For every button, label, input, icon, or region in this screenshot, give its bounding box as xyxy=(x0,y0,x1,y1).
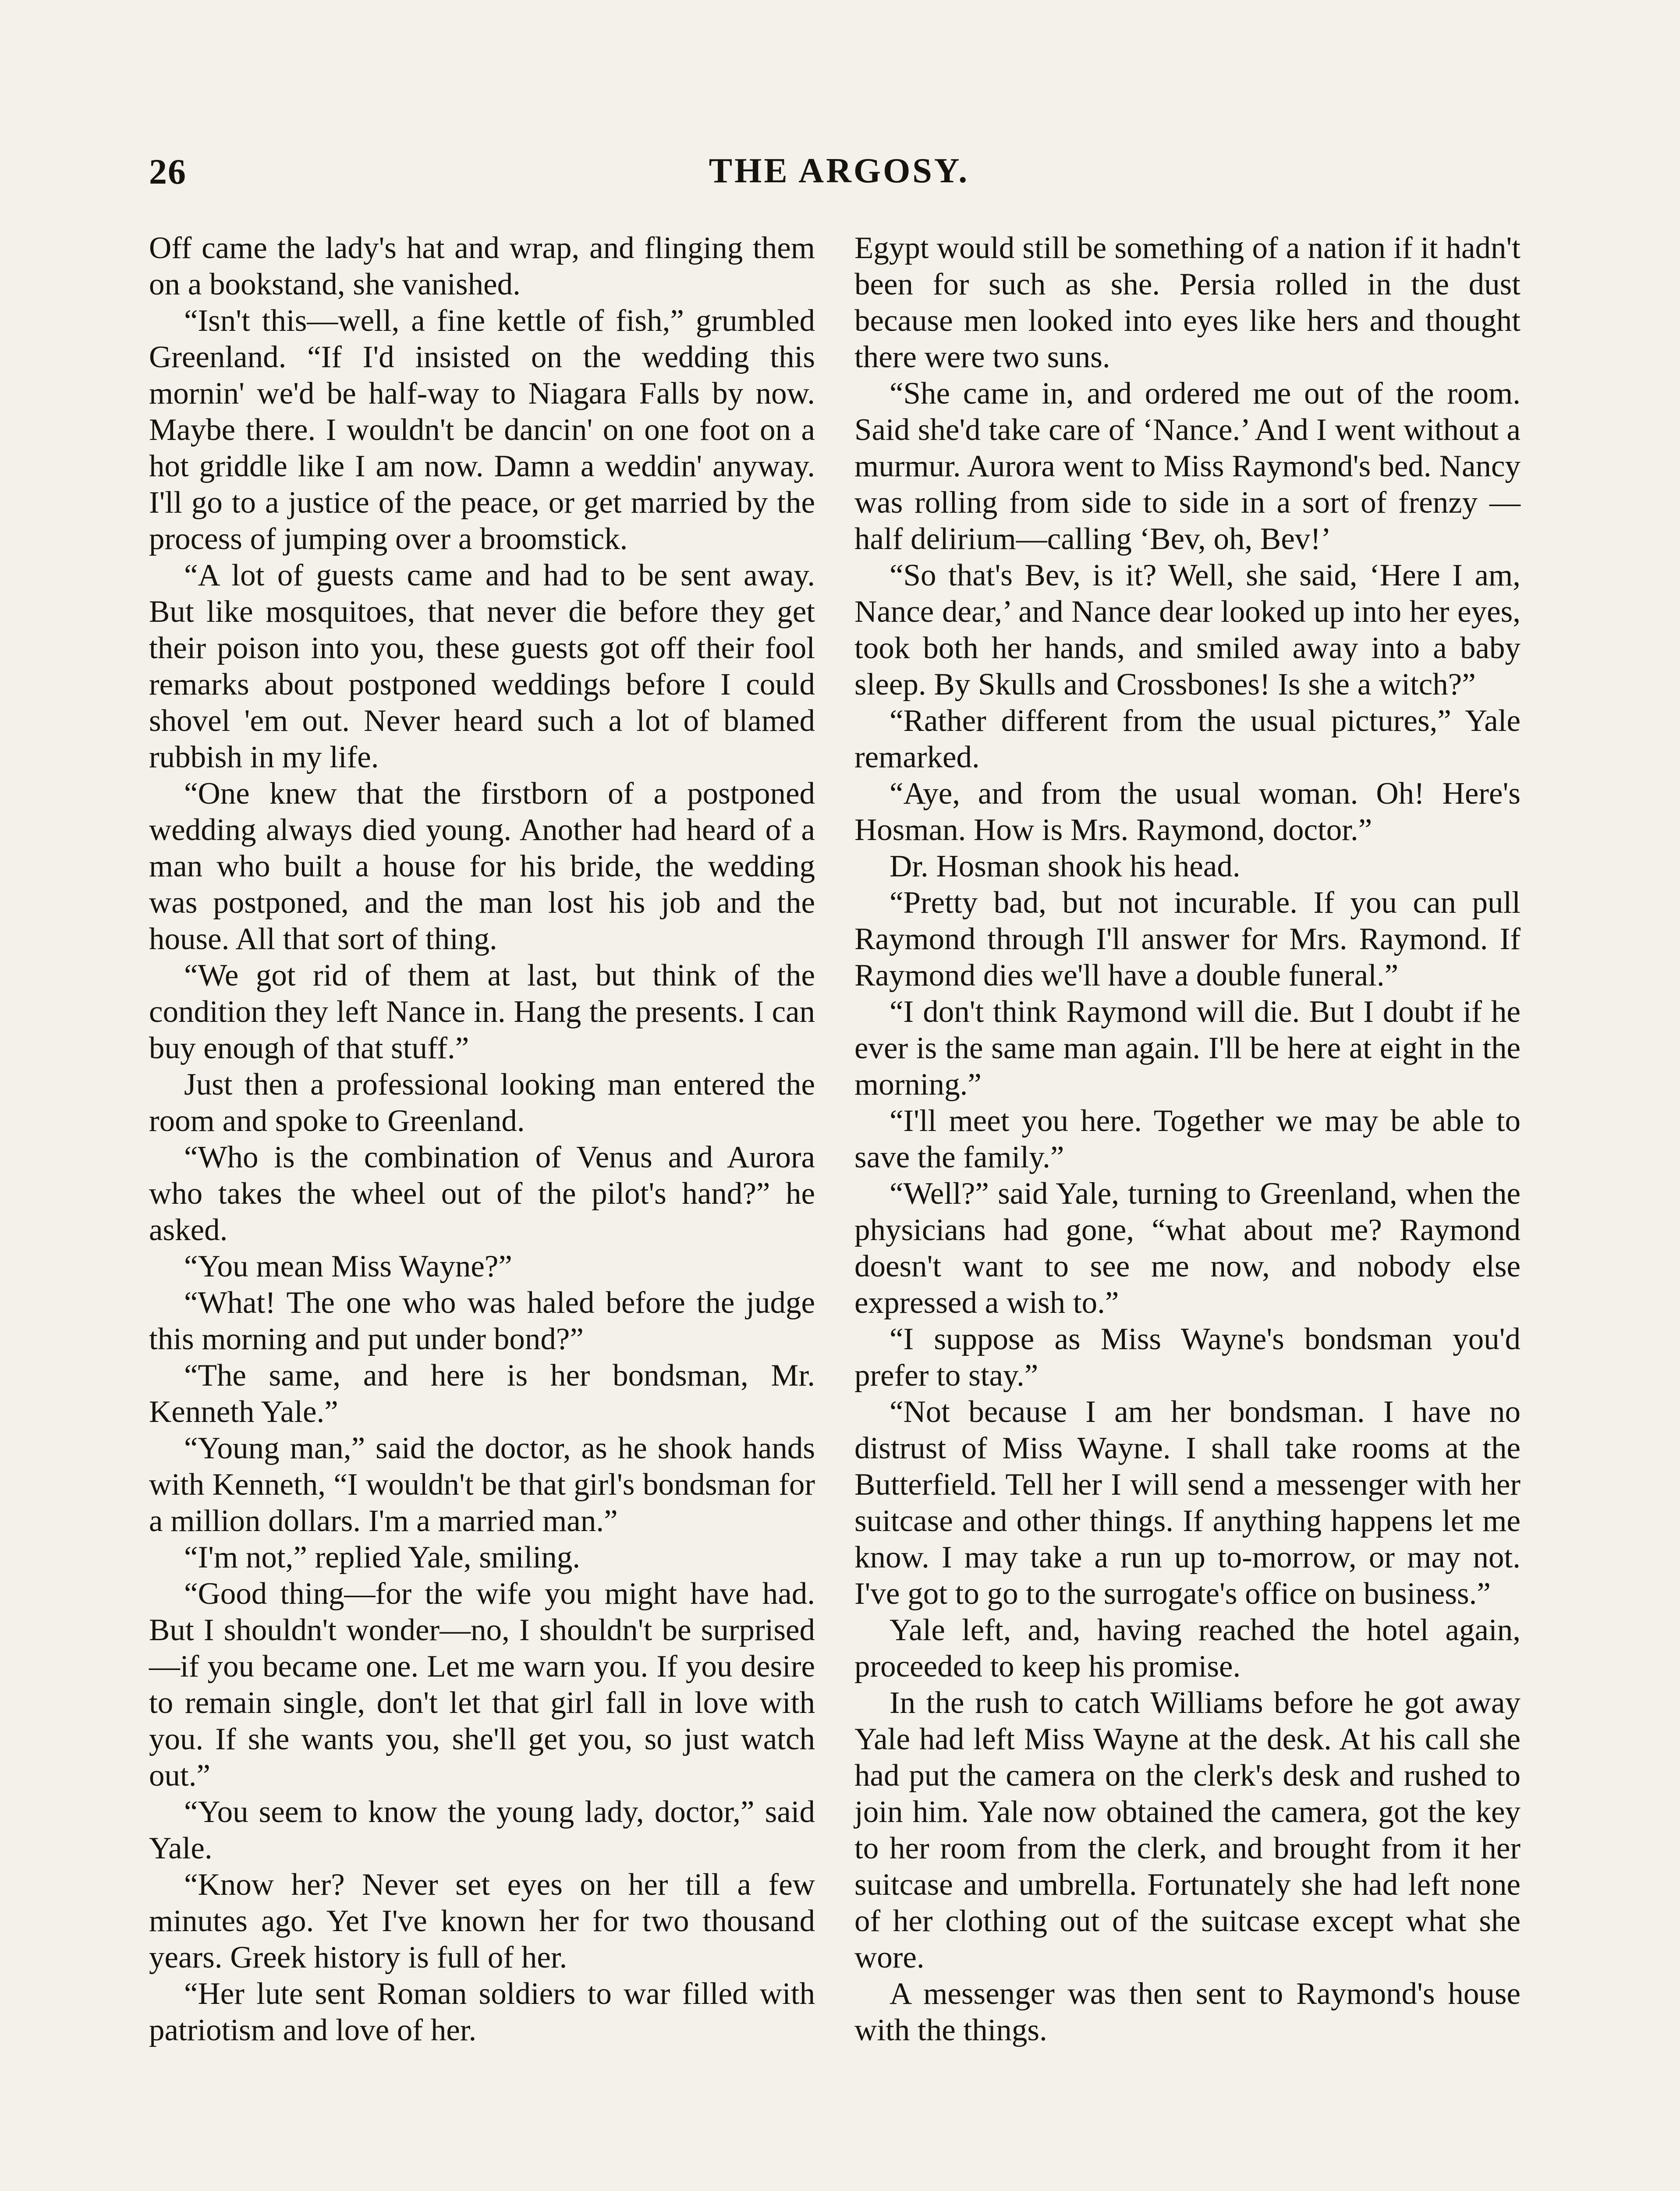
running-title: THE ARGOSY. xyxy=(709,152,970,190)
paragraph: “Good thing—for the wife you might have had. But I shouldn't wonder—no, I shouldn't be surprised—if you became one. Let me warn you. If you desire to remain single, don't let that girl fall in love with you. If she wants you, she'll get you, so just watch out.” xyxy=(149,1577,815,1793)
paragraph: “Aye, and from the usual woman. Oh! Here's Hosman. How is Mrs. Raymond, doctor.” xyxy=(854,776,1521,847)
page-header xyxy=(149,151,1529,199)
paragraph: Yale left, and, having reached the hotel again, proceeded to keep his promise. xyxy=(854,1613,1521,1684)
paragraph: A messenger was then sent to Raymond's house with the things. xyxy=(854,1977,1521,2047)
paragraph: “Not because I am her bondsman. I have no distrust of Miss Wayne. I shall take rooms at the Butterfield. Tell her I will send a messenger with her suitcase and other things. If anything happens let me know. I may take a run up to-morrow, or may not. I've got to go to the surrogate's office on business.” xyxy=(854,1395,1521,1611)
paragraph: “Rather different from the usual pictures,” Yale remarked. xyxy=(854,704,1521,774)
paragraph: “One knew that the firstborn of a postponed wedding always died young. Another had heard of a man who built a house for his bride, the wedding was postponed, and the man lost his job and the house. All that sort of thing. xyxy=(149,776,815,956)
paragraph: “Well?” said Yale, turning to Greenland, when the physicians had gone, “what about me? Raymond doesn't want to see me now, and nobody else expressed a wish to.” xyxy=(854,1177,1521,1320)
paragraph: “The same, and here is her bondsman, Mr. Kenneth Yale.” xyxy=(149,1358,815,1429)
paragraph: “What! The one who was haled before the judge this morning and put under bond?” xyxy=(149,1286,815,1356)
paragraph: “Isn't this—well, a fine kettle of fish,” grumbled Greenland. “If I'd insisted on the wedding this mornin' we'd be half-way to Niagara Falls by now. Maybe there. I wouldn't be dancin' on one foot on a hot griddle like I am now. Damn a weddin' anyway. I'll go to a justice of the peace, or get married by the process of jumping over a broomstick. xyxy=(149,304,815,556)
paragraph: Egypt would still be something of a nation if it hadn't been for such as she. Persia rolled in the dust because men looked into eyes like hers and thought there were two suns. xyxy=(854,231,1521,374)
paragraph: “I'll meet you here. Together we may be able to save the family.” xyxy=(854,1104,1521,1174)
paragraph: “Pretty bad, but not incurable. If you can pull Raymond through I'll answer for Mrs. Raymond. If Raymond dies we'll have a double funeral.” xyxy=(854,886,1521,993)
paragraph: In the rush to catch Williams before he got away Yale had left Miss Wayne at the desk. At his call she had put the camera on the clerk's desk and rushed to join him. Yale now obtained the camera, got the key to her room from the clerk, and brought from it her suitcase and umbrella. Fortunately she had left none of her clothing out of the suitcase except what she wore. xyxy=(854,1686,1521,1975)
paragraph: “Know her? Never set eyes on her till a few minutes ago. Yet I've known her for two thousand years. Greek history is full of her. xyxy=(149,1868,815,1975)
paragraph: Dr. Hosman shook his head. xyxy=(890,849,1241,883)
paragraph: “A lot of guests came and had to be sent away. But like mosquitoes, that never die before they get their poison into you, these guests got off their fool remarks about postponed weddings before I could shovel 'em out. Never heard such a lot of blamed rubbish in my life. xyxy=(149,558,815,774)
paragraph: “So that's Bev, is it? Well, she said, ‘Here I am, Nance dear,’ and Nance dear looked up into her eyes, took both her hands, and smiled away into a baby sleep. By Skulls and Crossbones! Is she a witch?” xyxy=(854,558,1521,702)
right-column xyxy=(854,230,1521,2049)
paragraph: “She came in, and ordered me out of the room. Said she'd take care of ‘Nance.’ And I went without a murmur. Aurora went to Miss Raymond's bed. Nancy was rolling from side to side in a sort of frenzy —half delirium—calling ‘Bev, oh, Bev!’ xyxy=(854,376,1521,556)
paragraph: “Her lute sent Roman soldiers to war filled with patriotism and love of her. xyxy=(149,1977,815,2047)
paragraph: “I don't think Raymond will die. But I doubt if he ever is the same man again. I'll be here at eight in the morning.” xyxy=(854,995,1521,1102)
paragraph: “You mean Miss Wayne?” xyxy=(184,1249,512,1283)
left-column xyxy=(149,230,815,2049)
paragraph: “Young man,” said the doctor, as he shook hands with Kenneth, “I wouldn't be that girl's bondsman for a million dollars. I'm a married man.” xyxy=(149,1431,815,1538)
paragraph: “I'm not,” replied Yale, smiling. xyxy=(184,1540,581,1574)
paragraph: “Who is the combination of Venus and Aurora who takes the wheel out of the pilot's hand?” he asked. xyxy=(149,1140,815,1247)
paragraph: Off came the lady's hat and wrap, and flinging them on a bookstand, she vanished. xyxy=(149,231,815,301)
page-number: 26 xyxy=(149,152,187,191)
paragraph: “We got rid of them at last, but think of the condition they left Nance in. Hang the presents. I can buy enough of that stuff.” xyxy=(149,958,815,1065)
paragraph: “I suppose as Miss Wayne's bondsman you'd prefer to stay.” xyxy=(854,1322,1521,1393)
paragraph: “You seem to know the young lady, doctor,” said Yale. xyxy=(149,1795,815,1865)
paragraph: Just then a professional looking man entered the room and spoke to Greenland. xyxy=(149,1067,815,1138)
